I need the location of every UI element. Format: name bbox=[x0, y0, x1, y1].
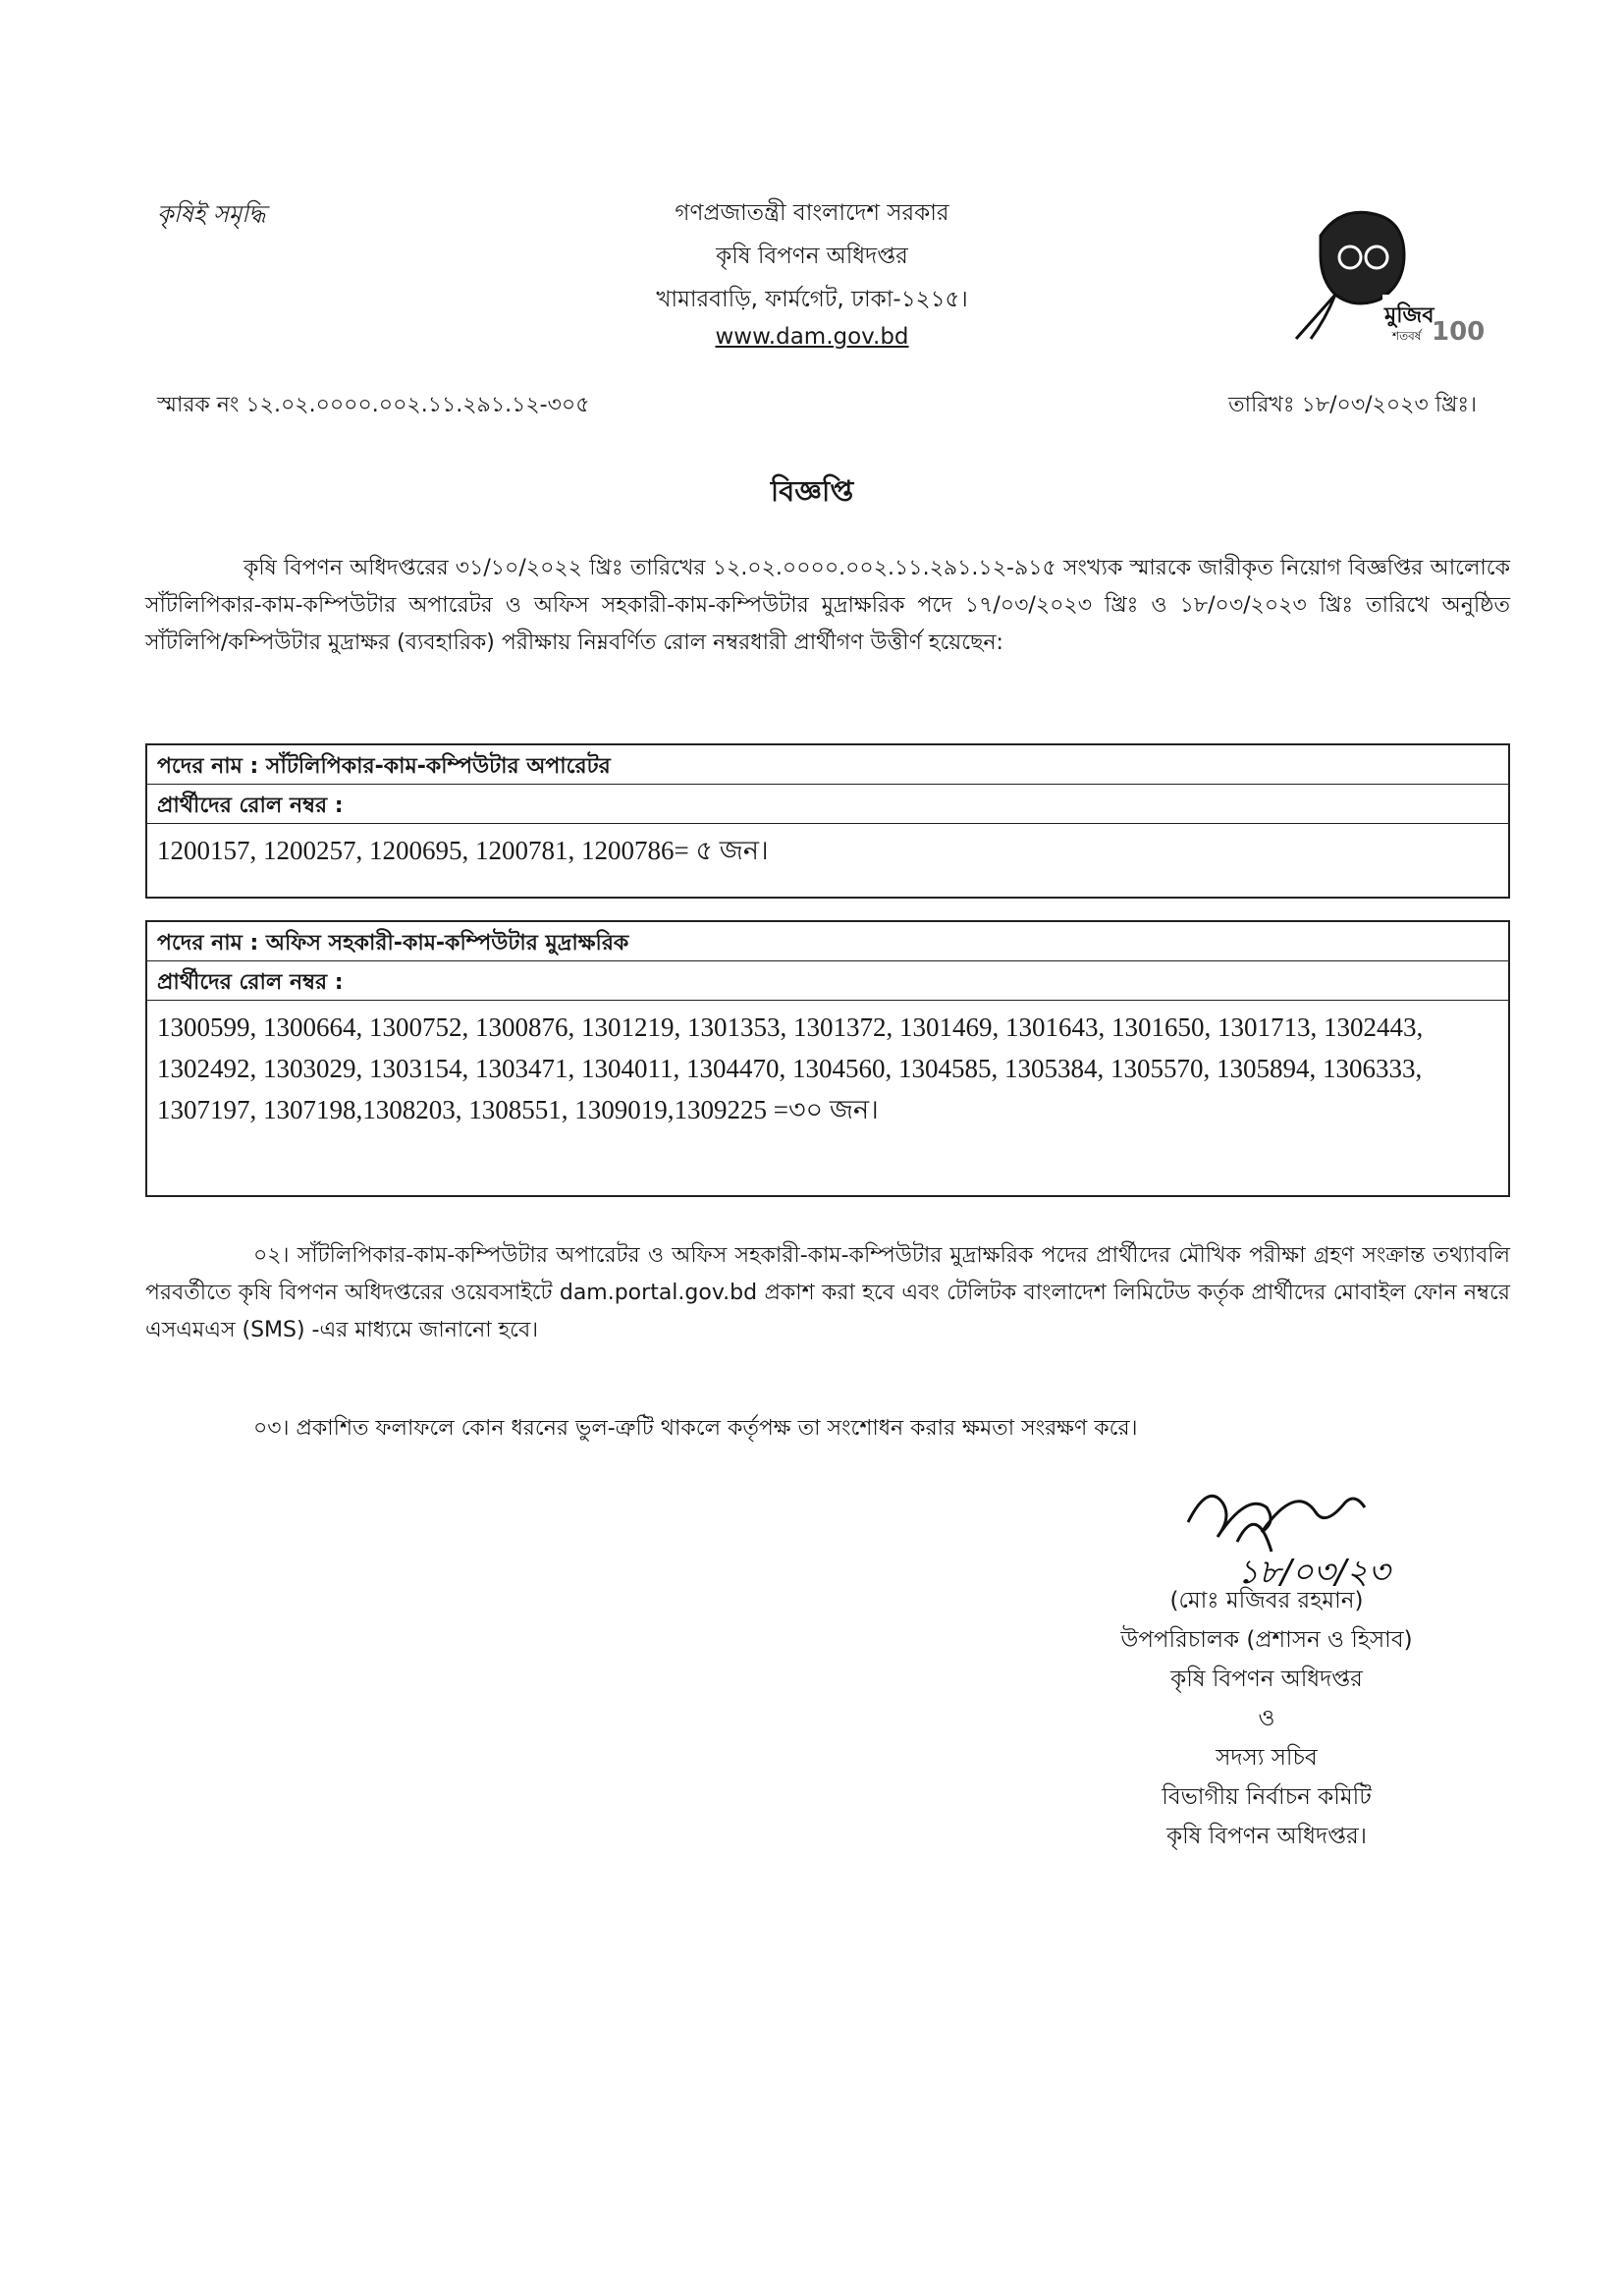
mujib-borsho-logo bbox=[1267, 196, 1486, 347]
logo-text-shatabarsha: শতবর্ষ bbox=[1392, 329, 1422, 343]
signatory-and: ও bbox=[1258, 1706, 1275, 1731]
roll-numbers: 1200157, 1200257, 1200695, 1200781, 1200786= ৫ জন। bbox=[157, 836, 769, 865]
post-name-label: পদের নাম : সাঁটলিপিকার-কাম-কম্পিউটার অপারেটর bbox=[147, 745, 1508, 785]
signatory-committee: বিভাগীয় নির্বাচন কমিটি bbox=[1162, 1784, 1372, 1810]
signature-date: ১৮/০৩/২৩ bbox=[1237, 1553, 1390, 1592]
motto: কৃষিই সমৃদ্ধি bbox=[157, 200, 266, 228]
memo-number: স্মারক নং ১২.০২.০০০০.০০২.১১.২৯১.১২-৩০৫ bbox=[157, 393, 590, 417]
post-box-1 bbox=[145, 743, 1510, 899]
roll-label: প্রার্থীদের রোল নম্বর : bbox=[147, 785, 1508, 824]
govt-name: গণপ্রজাতন্ত্রী বাংলাদেশ সরকার bbox=[675, 200, 949, 226]
paragraph-03: ০৩। প্রকাশিত ফলাফলে কোন ধরনের ভুল-ত্রুটি থাকলে কর্তৃপক্ষ তা সংশোধন করার ক্ষমতা সংরক্ষণ করে। bbox=[253, 1416, 1138, 1441]
issue-date: তারিখঃ ১৮/০৩/২০২৩ খ্রিঃ। bbox=[1228, 393, 1477, 417]
signature bbox=[1178, 1463, 1434, 1601]
signatory-designation: উপপরিচালক (প্রশাসন ও হিসাব) bbox=[1120, 1627, 1413, 1653]
logo-text-mujib: মুজিব bbox=[1384, 303, 1435, 328]
page-title: বিজ্ঞপ্তি bbox=[770, 474, 854, 508]
signatory-name: (মোঃ মজিবর রহমান) bbox=[1169, 1588, 1364, 1613]
signatory-block bbox=[1060, 1581, 1473, 1856]
website-link[interactable]: www.dam.gov.bd bbox=[715, 324, 909, 350]
intro-paragraph: কৃষি বিপণন অধিদপ্তরের ৩১/১০/২০২২ খ্রিঃ তারিখের ১২.০২.০০০০.০০২.১১.২৯১.১২-৯১৫ সংখ্যক স্মারকে জারীকৃত নিয়োগ বিজ্ঞপ্তির আলোকে সাঁটলিপিকার-কাম-কম্পিউটার অপারেটর ও অফিস সহকারী-কাম-কম্পিউটার মুদ্রাক্ষরিক পদে ১৭/০৩/২০২৩ খ্রিঃ ও ১৮/০৩/২০২৩ খ্রিঃ তারিখে অনুষ্ঠিত সাঁটলিপি/কম্পিউটার মুদ্রাক্ষর (ব্যবহারিক) পরীক্ষায় নিম্নবর্ণিত রোল নম্বরধারী প্রার্থীগণ উত্তীর্ণ হয়েছেন: bbox=[145, 556, 1510, 655]
post-box-2 bbox=[145, 920, 1510, 1197]
signatory-office: কৃষি বিপণন অধিদপ্তর bbox=[1170, 1667, 1363, 1692]
signatory-role: সদস্য সচিব bbox=[1216, 1745, 1318, 1771]
post-name-label: পদের নাম : অফিস সহকারী-কাম-কম্পিউটার মুদ্রাক্ষরিক bbox=[147, 922, 1508, 961]
roll-label: প্রার্থীদের রোল নম্বর : bbox=[147, 961, 1508, 1001]
paragraph-02: ০২। সাঁটলিপিকার-কাম-কম্পিউটার অপারেটর ও অফিস সহকারী-কাম-কম্পিউটার মুদ্রাক্ষরিক পদের প্রার্থীদের মৌখিক পরীক্ষা গ্রহণ সংক্রান্ত তথ্যাবলি পরবর্তীতে কৃষি বিপণন অধিদপ্তরের ওয়েবসাইটে dam.portal.gov.bd প্রকাশ করা হবে এবং টেলিটক বাংলাদেশ লিমিটেড কর্তৃক প্রার্থীদের মোবাইল ফোন নম্বরে এসএমএস (SMS) -এর মাধ্যমে জানানো হবে। bbox=[145, 1243, 1510, 1342]
logo-text-100: 100 bbox=[1432, 317, 1486, 347]
department-address: খামারবাড়ি, ফার্মগেট, ঢাকা-১২১৫। bbox=[656, 287, 968, 312]
roll-numbers: 1300599, 1300664, 1300752, 1300876, 1301219, 1301353, 1301372, 1301469, 1301643, 1301650, 1301713, 1302443, 1302492, 1303029, 1303154, 1303471, 1304011, 1304470, 1304560, 1304585, 1305384, 1305570, 1305894, 1306333, 1307197, 1307198,1308203, 1308551, 1309019,1309225 =৩০ জন। bbox=[157, 1012, 1424, 1124]
signatory-office-2: কৃষি বিপণন অধিদপ্তর। bbox=[1166, 1824, 1367, 1849]
department-name: কৃষি বিপণন অধিদপ্তর bbox=[716, 244, 908, 269]
